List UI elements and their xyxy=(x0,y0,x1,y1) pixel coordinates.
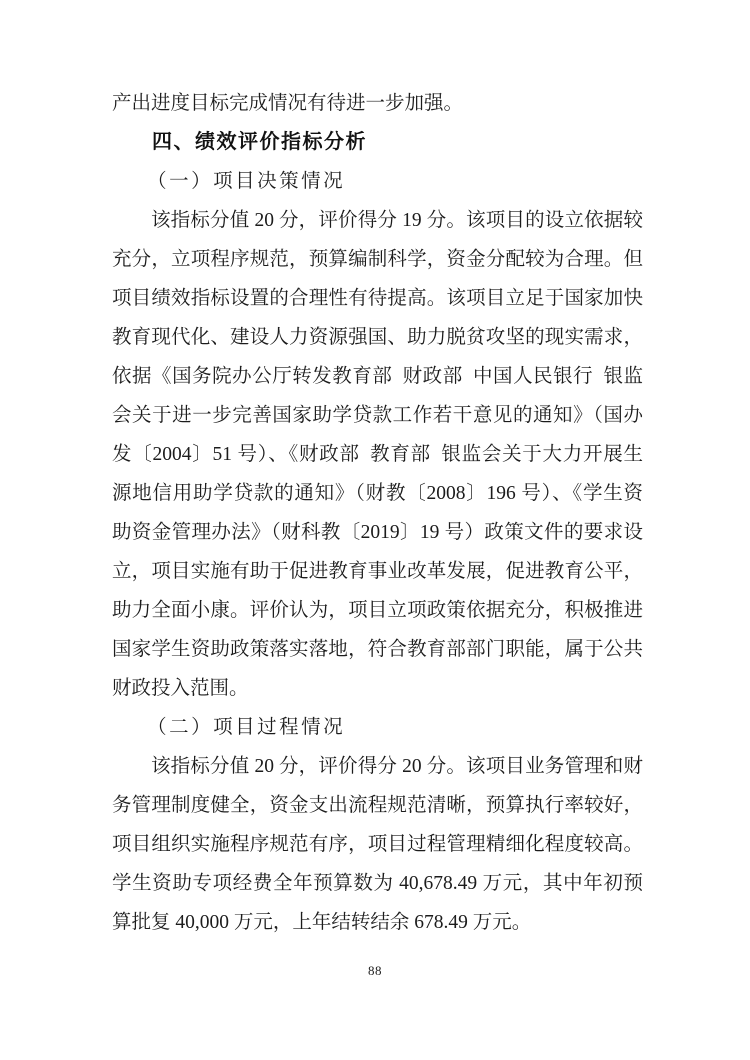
document-body xyxy=(112,84,643,942)
subsection-decision-paragraph: 该指标分值 20 分，评价得分 19 分。该项目的设立依据较充分，立项程序规范，预算编制科学，资金分配较为合理。但项目绩效指标设置的合理性有待提高。该项目立足于国家加快教育现代化、建设人力资源强国、助力脱贫攻坚的现实需求，依据《国务院办公厅转发教育部 财政部 中国人民银行 银监会关于进一步完善国家助学贷款工作若干意见的通知》（国办发〔2004〕51 号）、《财政部 教育部 银监会关于大力开展生源地信用助学贷款的通知》（财教〔2008〕196 号）、《学生资助资金管理办法》（财科教〔2019〕19 号）政策文件的要求设立，项目实施有助于促进教育事业改革发展，促进教育公平，助力全面小康。评价认为，项目立项政策依据充分，积极推进国家学生资助政策落实落地，符合教育部部门职能，属于公共财政投入范围。 xyxy=(112,210,643,699)
subsection-heading-decision: （一）项目决策情况 xyxy=(147,171,346,192)
paragraph-continued-from-previous-page: 产出进度目标完成情况有待进一步加强。 xyxy=(112,93,464,114)
page-number: 88 xyxy=(368,963,382,978)
subsection-process-paragraph: 该指标分值 20 分，评价得分 20 分。该项目业务管理和财务管理制度健全，资金支出流程规范清晰，预算执行率较好，项目组织实施程序规范有序，项目过程管理精细化程度较高。学生资助专项经费全年预算数为 40,678.49 万元，其中年初预算批复 40,000 万元，上年结转结余 678.49 万元。 xyxy=(112,756,643,933)
subsection-heading-process: （二）项目过程情况 xyxy=(147,717,346,738)
section-heading: 四、绩效评价指标分析 xyxy=(152,131,367,153)
